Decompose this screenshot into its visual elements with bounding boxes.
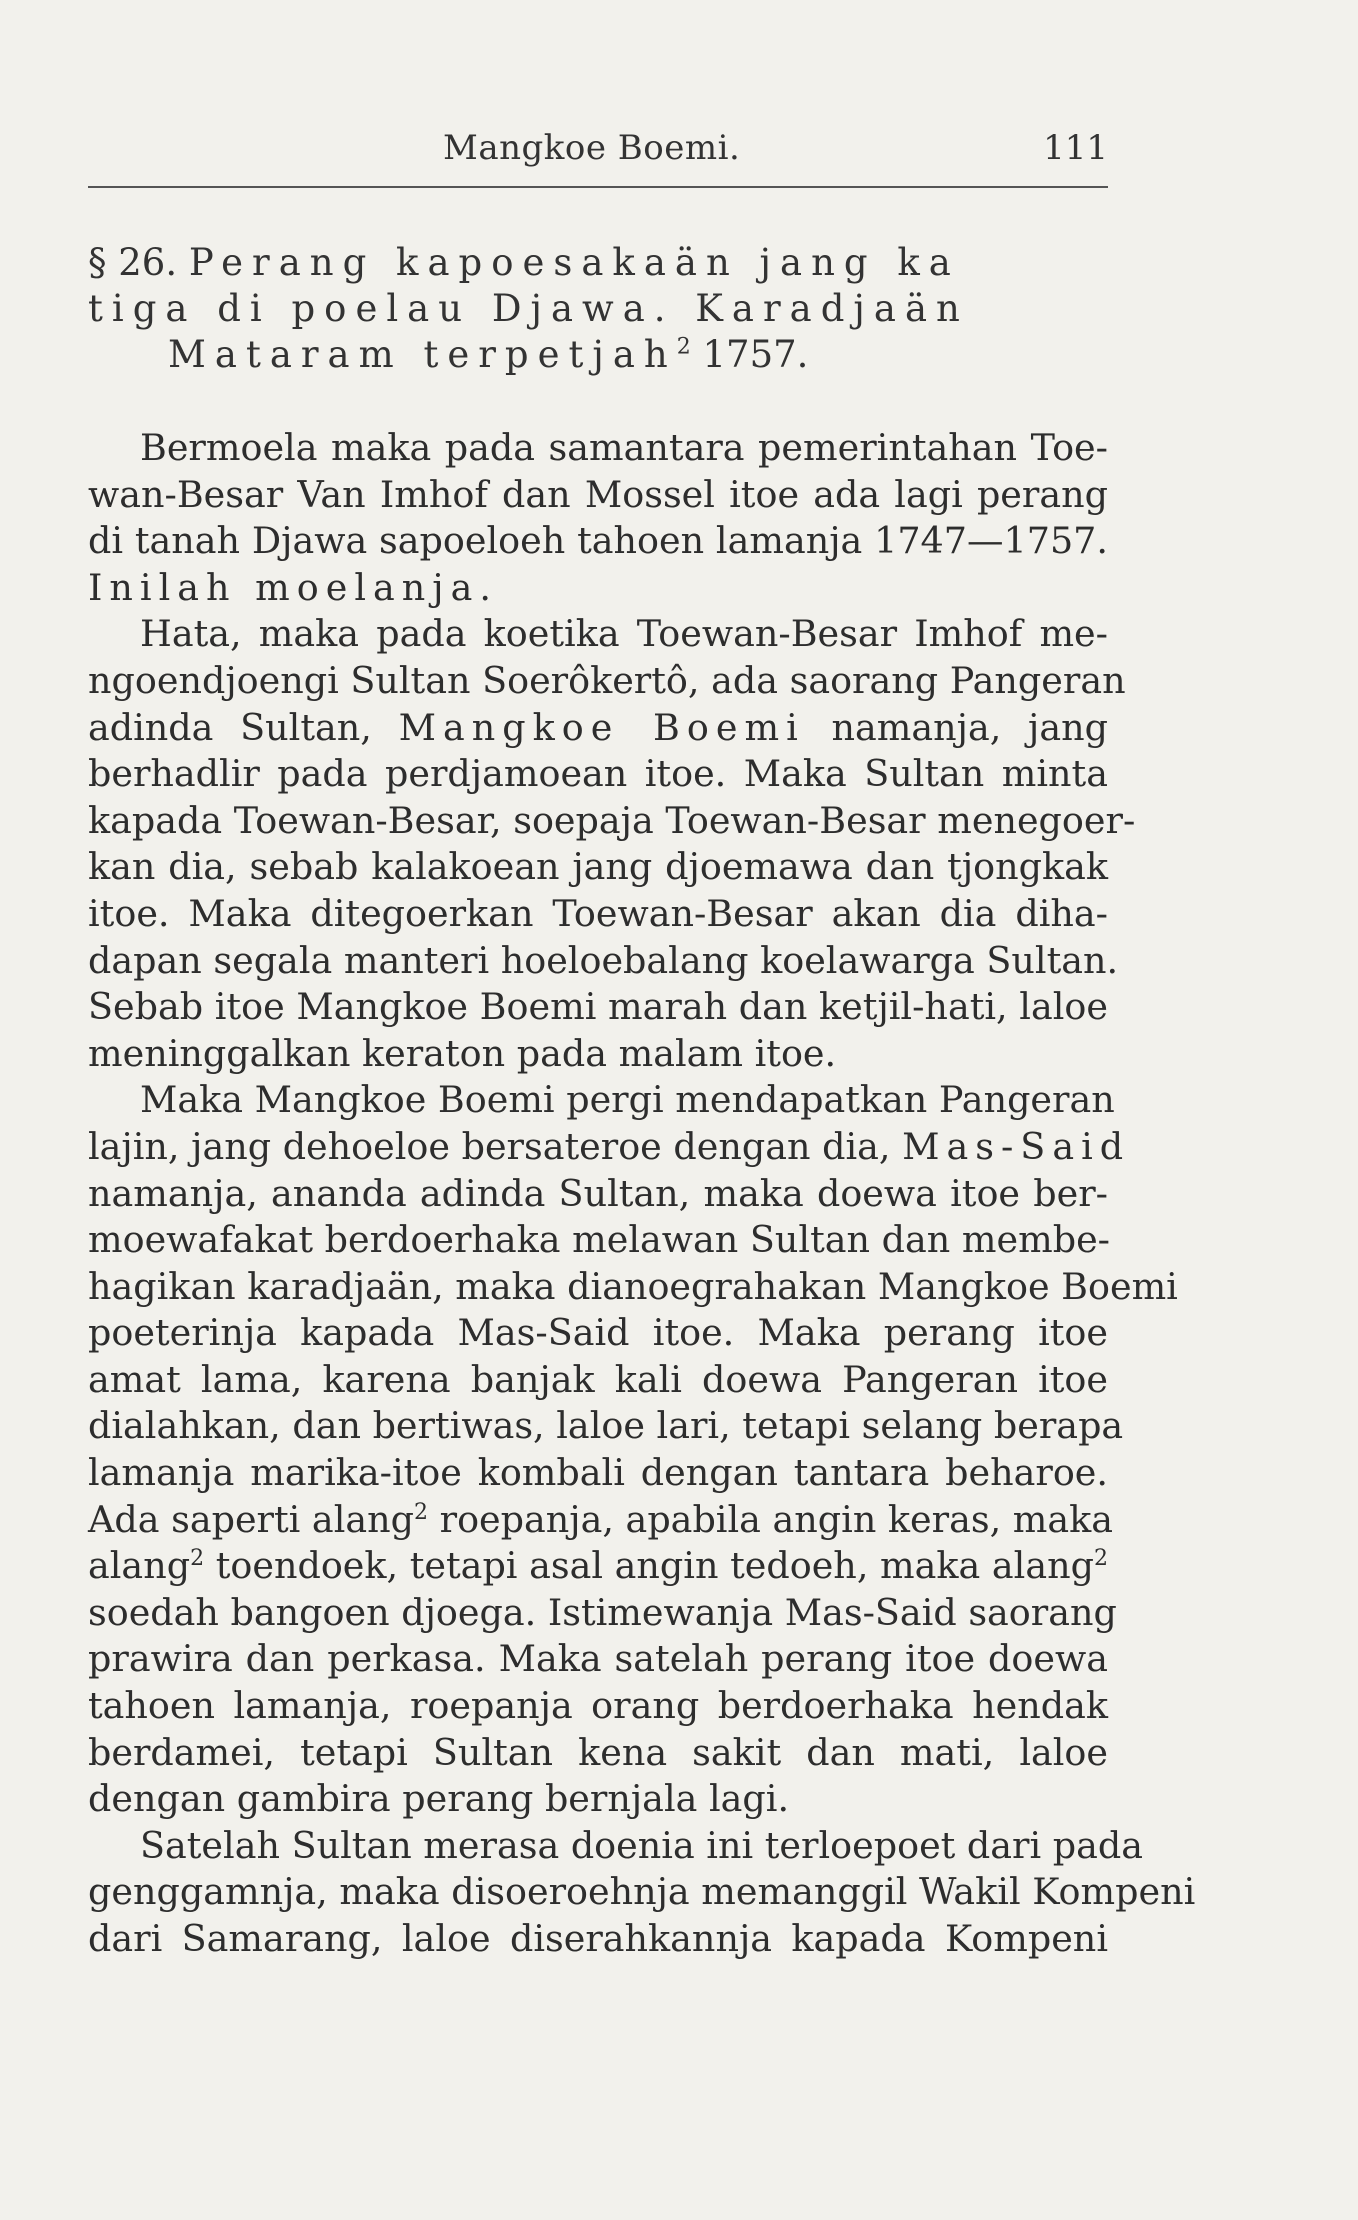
text-line: berhadlir pada perdjamoean itoe. Maka Sultan minta — [88, 752, 1108, 796]
text-line — [88, 705, 1108, 752]
text-line: dengan gambira perang bernjala lagi. — [88, 1777, 790, 1821]
text-segment: namanja, jang — [804, 705, 1108, 749]
text-segment: lajin, jang dehoeloe bersateroe dengan dia, — [88, 1124, 903, 1168]
text-line: Inilah moelanja. — [88, 565, 498, 609]
body-text — [88, 425, 1196, 1963]
text-line: amat lama, karena banjak kali doewa Pangeran itoe — [88, 1357, 1108, 1401]
running-title: Mangkoe Boemi. — [443, 128, 741, 168]
text-line: dialahkan, dan bertiwas, laloe lari, tetapi selang berapa — [88, 1404, 1124, 1448]
text-line: Hata, maka pada koetika Toewan-Besar Imhof me- — [140, 612, 1108, 656]
text-segment: roepanja, apabila angin keras, maka — [428, 1497, 1114, 1541]
text-line: dapan segala manteri hoeloebalang koelawarga Sultan. — [88, 938, 1119, 982]
text-segment: adinda Sultan, — [88, 705, 399, 749]
section-title-part-2: tiga di poelau Djawa. Karadjaän — [88, 287, 969, 330]
text-line: tahoen lamanja, roepanja orang berdoerhaka hendak — [88, 1684, 1108, 1728]
text-segment: alang — [88, 1544, 191, 1588]
text-line — [88, 1124, 1131, 1171]
text-line — [88, 1543, 1108, 1590]
section-number: § 26. — [88, 241, 178, 284]
text-line: namanja, ananda adinda Sultan, maka doewa itoe ber- — [88, 1171, 1108, 1215]
text-line: Bermoela maka pada samantara pemerintahan Toe- — [140, 426, 1108, 469]
text-line: ngoendjoengi Sultan Soerôkertô, ada saorang Pangeran — [88, 658, 1126, 702]
text-line: itoe. Maka ditegoerkan Toewan-Besar akan dia diha- — [88, 891, 1108, 935]
text-line: wan-Besar Van Imhof dan Mossel itoe ada lagi perang — [88, 472, 1108, 516]
section-title-part-1: Perang kapoesakaän jang ka — [188, 241, 960, 284]
text-line: Maka Mangkoe Boemi pergi mendapatkan Pangeran — [140, 1078, 1115, 1122]
section-title-superscript: 2 — [676, 334, 691, 360]
page-header — [88, 128, 1108, 188]
text-line: Sebab itoe Mangkoe Boemi marah dan ketjil-hati, laloe — [88, 985, 1108, 1029]
text-segment: Ada saperti alang — [88, 1497, 415, 1541]
superscript: 2 — [190, 1546, 205, 1572]
text-line: kapada Toewan-Besar, soepaja Toewan-Besar menegoer- — [88, 798, 1136, 842]
heading-line-1 — [88, 240, 1108, 286]
text-line: berdamei, tetapi Sultan kena sakit dan mati, laloe — [88, 1730, 1108, 1774]
text-line: Satelah Sultan merasa doenia ini terloepoet dari pada — [140, 1823, 1144, 1867]
text-line: hagikan karadjaän, maka dianoegrahakan Mangkoe Boemi — [88, 1264, 1178, 1308]
text-line: moewafakat berdoerhaka melawan Sultan dan membe- — [88, 1218, 1110, 1262]
text-line: poeterinja kapada Mas-Said itoe. Maka perang itoe — [88, 1311, 1108, 1355]
section-heading — [88, 240, 1108, 378]
heading-line-3 — [88, 332, 1108, 378]
emphasized-name: Mangkoe Boemi — [398, 705, 805, 749]
superscript: 2 — [1094, 1546, 1108, 1572]
header-rule — [88, 186, 1108, 188]
text-line: kan dia, sebab kalakoean jang djoemawa dan tjongkak — [88, 845, 1108, 889]
text-line: prawira dan perkasa. Maka satelah perang itoe doewa — [88, 1637, 1108, 1681]
text-line: dari Samarang, laloe diserahkannja kapada Kompeni — [88, 1917, 1108, 1960]
text-line: genggamnja, maka disoeroehnja memanggil Wakil Kompeni — [88, 1870, 1196, 1914]
superscript: 2 — [414, 1499, 429, 1525]
text-segment: toendoek, tetapi asal angin tedoeh, maka alang — [204, 1544, 1094, 1588]
page-number: 111 — [1043, 128, 1108, 168]
text-line: di tanah Djawa sapoeloeh tahoen lamanja 1747—1757. — [88, 519, 1108, 563]
emphasized-name: Mas-Said — [902, 1124, 1131, 1168]
text-line: lamanja marika-itoe kombali dengan tantara beharoe. — [88, 1451, 1108, 1495]
section-title-year: 1757. — [690, 333, 809, 376]
text-line: meninggalkan keraton pada malam itoe. — [88, 1031, 837, 1075]
text-line: soedah bangoen djoega. Istimewanja Mas-Said saorang — [88, 1590, 1117, 1634]
text-line — [88, 1497, 1114, 1544]
section-title-part-3: Mataram terpetjah — [168, 333, 677, 376]
